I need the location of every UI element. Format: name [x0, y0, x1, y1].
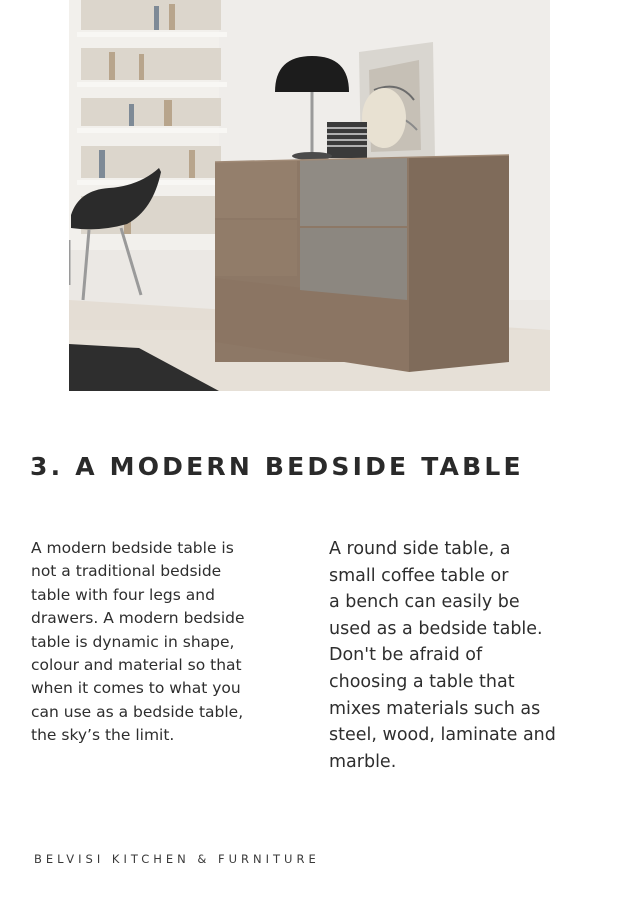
paragraph-line: not a traditional bedside — [31, 562, 222, 581]
paragraph-line: A round side table, a — [329, 539, 511, 559]
paragraph-line: a bench can easily be — [329, 592, 520, 613]
dresser — [215, 155, 509, 372]
vase — [362, 88, 406, 148]
paragraph-line: table is dynamic in shape, — [31, 632, 235, 651]
left-paragraph — [31, 537, 271, 748]
paragraph-line: can use as a bedside table, — [31, 702, 244, 721]
paragraph-line: colour and material so that — [31, 656, 242, 675]
section-heading: 3. A MODERN BEDSIDE TABLE — [30, 452, 524, 481]
footer-brand: BELVISI KITCHEN & FURNITURE — [34, 852, 320, 866]
paragraph-line: used as a bedside table. — [329, 618, 543, 639]
paragraph-line: mixes materials such as — [329, 698, 541, 719]
right-paragraph — [329, 536, 589, 775]
paragraph-line: marble. — [329, 751, 397, 772]
paragraph-line: drawers. A modern bedside — [31, 609, 245, 628]
paragraph-line: the sky’s the limit. — [31, 726, 175, 745]
paragraph-line: Don't be afraid of — [329, 645, 483, 666]
hero-photo — [69, 0, 550, 391]
paragraph-line: choosing a table that — [329, 671, 515, 692]
paragraph-line: steel, wood, laminate and — [329, 725, 556, 746]
dresser-illustration — [69, 0, 550, 391]
paragraph-line: A modern bedside table is — [31, 539, 234, 557]
paragraph-line: small coffee table or — [329, 565, 509, 586]
paragraph-line: when it comes to what you — [31, 679, 241, 698]
paragraph-line: table with four legs and — [31, 585, 215, 604]
